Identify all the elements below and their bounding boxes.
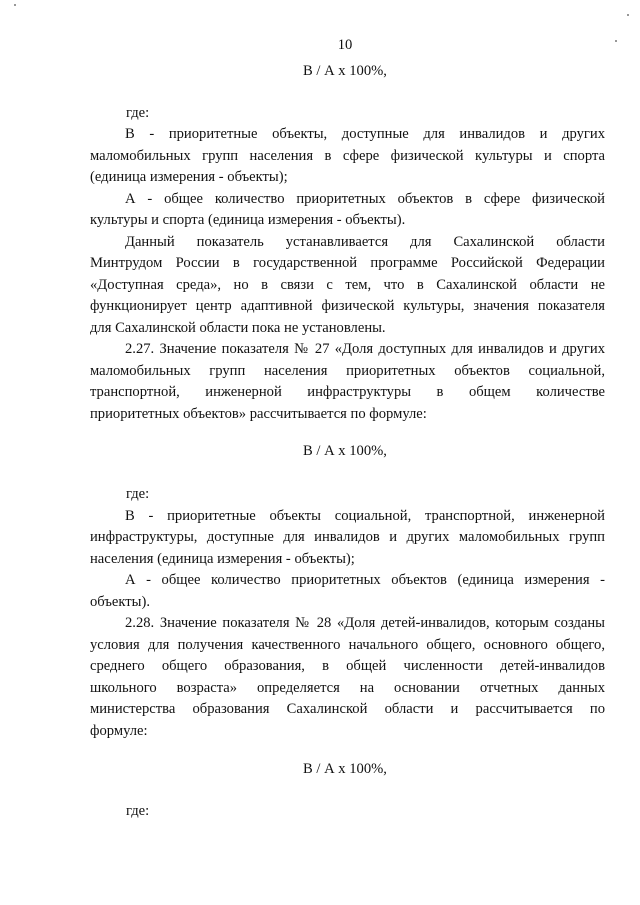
section-2-28-line-4: школьного возраста» определяется на основании отчетных данных <box>90 680 605 696</box>
a-definition-2-line-2: объекты). <box>90 594 150 610</box>
note-line-1: Данный показатель устанавливается для Сахалинской области <box>125 234 605 250</box>
scan-speck <box>14 4 16 6</box>
b-definition-2-line-3: населения (единица измерения - объекты); <box>90 551 355 567</box>
note-line-5: для Сахалинской области пока не установлены. <box>90 320 386 336</box>
section-2-28-line-6: формуле: <box>90 723 148 739</box>
section-2-27-line-1: 2.27. Значение показателя № 27 «Доля доступных для инвалидов и других <box>125 341 605 357</box>
section-2-27-line-3: транспортной, инженерной инфраструктуры в общем количестве <box>90 384 605 400</box>
section-2-28-line-2: условия для получения качественного начального общего, основного общего, <box>90 637 605 653</box>
where-label-1: где: <box>126 105 150 121</box>
scan-speck <box>627 14 629 16</box>
b-definition-1-line-3: (единица измерения - объекты); <box>90 169 288 185</box>
note-line-4: функционирует центр адаптивной физической культуры, значения показателя <box>90 298 605 314</box>
b-definition-2-line-2: инфраструктуры, доступные для инвалидов и других маломобильных групп <box>90 529 605 545</box>
where-label-2: где: <box>126 486 150 502</box>
section-2-28-line-5: министерства образования Сахалинской области и рассчитывается по <box>90 701 605 717</box>
note-line-3: «Доступная среда», но в связи с тем, что в Сахалинской области не <box>90 277 605 293</box>
formula-1: В / А х 100%, <box>303 63 387 79</box>
section-2-28-line-3: среднего общего образования, в общей численности детей-инвалидов <box>90 658 605 674</box>
formula-2: В / А х 100%, <box>303 443 387 459</box>
b-definition-1-line-2: маломобильных групп населения в сфере физической культуры и спорта <box>90 148 605 164</box>
formula-3: В / А х 100%, <box>303 761 387 777</box>
section-2-27-line-4: приоритетных объектов» рассчитывается по формуле: <box>90 406 427 422</box>
page-number: 10 <box>337 37 353 53</box>
b-definition-2-line-1: В - приоритетные объекты социальной, транспортной, инженерной <box>125 508 605 524</box>
scan-speck <box>615 40 617 42</box>
a-definition-2-line-1: А - общее количество приоритетных объектов (единица измерения - <box>125 572 605 588</box>
section-2-27-line-2: маломобильных групп населения приоритетных объектов социальной, <box>90 363 605 379</box>
where-label-3: где: <box>126 803 150 819</box>
a-definition-1-line-1: А - общее количество приоритетных объектов в сфере физической <box>125 191 605 207</box>
note-line-2: Минтрудом России в государственной программе Российской Федерации <box>90 255 605 271</box>
section-2-28-line-1: 2.28. Значение показателя № 28 «Доля детей-инвалидов, которым созданы <box>125 615 605 631</box>
a-definition-1-line-2: культуры и спорта (единица измерения - объекты). <box>90 212 406 228</box>
b-definition-1-line-1: В - приоритетные объекты, доступные для инвалидов и других <box>125 126 605 142</box>
